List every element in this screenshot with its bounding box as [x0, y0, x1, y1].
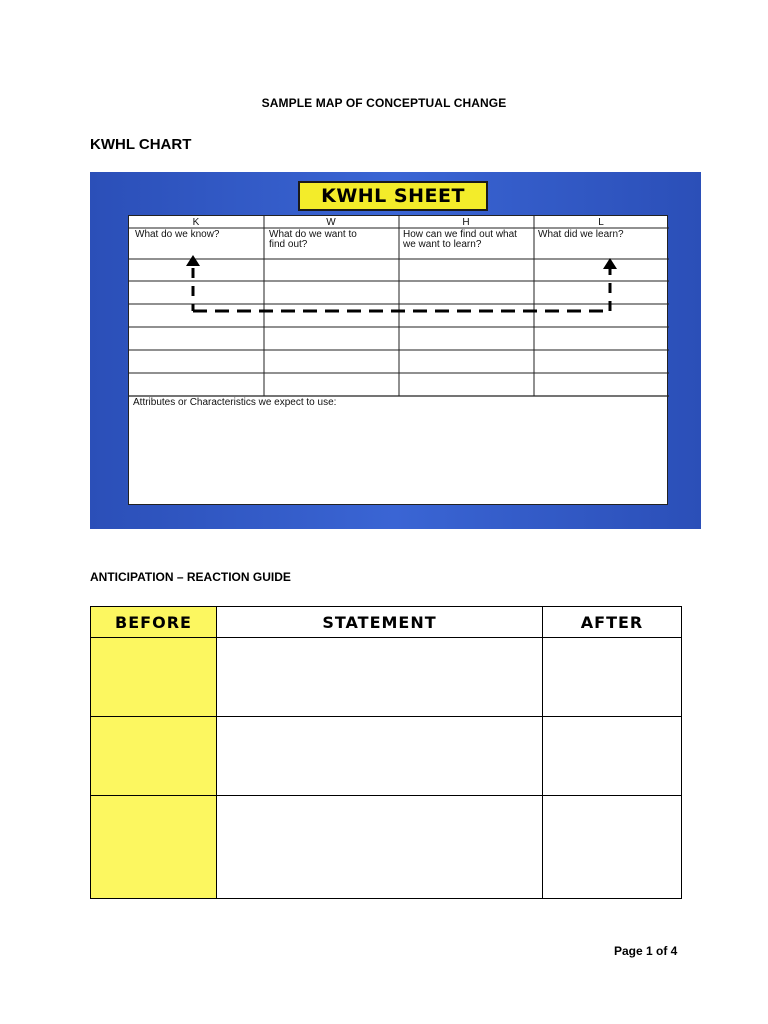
kwhl-grid-lines: [129, 216, 669, 506]
kwhl-col-h-letter: H: [462, 217, 470, 228]
statement-cell-1[interactable]: [217, 638, 543, 717]
anticipation-reaction-table: [90, 606, 678, 899]
kwhl-attributes-label: Attributes or Characteristics we expect to use:: [133, 397, 337, 408]
kwhl-sheet-image: [90, 172, 701, 529]
arrow-up-icon-l: [603, 258, 617, 269]
before-cell-3[interactable]: [91, 796, 217, 899]
after-cell-1[interactable]: [543, 638, 682, 717]
after-cell-2[interactable]: [543, 717, 682, 796]
statement-header: STATEMENT: [217, 607, 543, 638]
anticipation-reaction-heading: ANTICIPATION – REACTION GUIDE: [90, 570, 291, 584]
statement-cell-3[interactable]: [217, 796, 543, 899]
kwhl-col-l-letter: L: [598, 217, 604, 228]
after-header: AFTER: [543, 607, 682, 638]
page-number: Page 1 of 4: [614, 944, 678, 958]
after-cell-3[interactable]: [543, 796, 682, 899]
statement-cell-2[interactable]: [217, 717, 543, 796]
kwhl-sheet-banner: KWHL SHEET: [298, 181, 488, 211]
before-header: BEFORE: [91, 607, 217, 638]
kwhl-sheet-form: [128, 215, 668, 505]
kwhl-col-k-letter: K: [192, 217, 200, 228]
kwhl-col-k-question: What do we know?: [135, 229, 220, 240]
kwhl-col-h-question: How can we find out what we want to learn?: [403, 229, 517, 250]
before-cell-1[interactable]: [91, 638, 217, 717]
arrow-up-icon-k: [186, 255, 200, 266]
kwhl-col-l-question: What did we learn?: [538, 229, 624, 240]
kwhl-col-w-question: What do we want to find out?: [269, 229, 357, 250]
kwhl-chart-heading: KWHL CHART: [90, 136, 192, 153]
kwhl-col-w-letter: W: [326, 217, 336, 228]
before-cell-2[interactable]: [91, 717, 217, 796]
document-title: SAMPLE MAP OF CONCEPTUAL CHANGE: [261, 96, 507, 110]
